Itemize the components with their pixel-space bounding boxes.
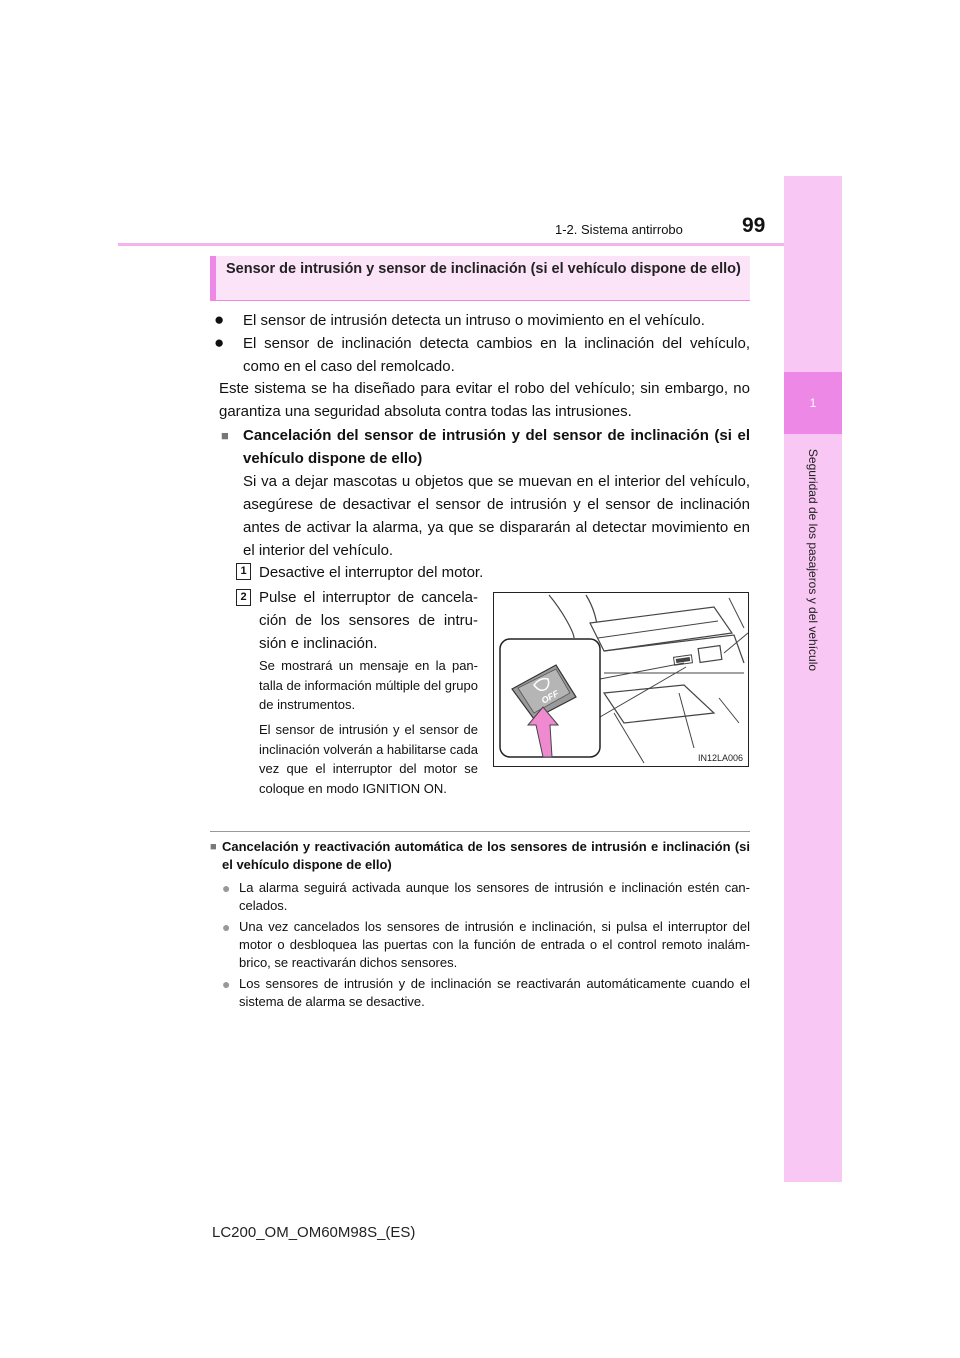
section-name: 1-2. Sistema antirrobo — [555, 222, 683, 237]
chapter-number-tab[interactable] — [784, 372, 842, 434]
bullet-item: El sensor de inclinación detecta cambios en la inclinación del vehículo, como en el caso del remolcado. — [243, 335, 750, 375]
chapter-side-tab — [784, 176, 842, 1182]
chapter-number: 1 — [809, 396, 817, 410]
intro-paragraph: Este sistema se ha diseñado para evitar el robo del vehículo; sin embargo, no garantiza una seguridad absoluta contra todas las intrusiones. — [219, 380, 750, 420]
header-rule — [118, 243, 784, 246]
document-code-footer: LC200_OM_OM60M98S_(ES) — [212, 1224, 416, 1241]
note-item: Los sensores de intrusión y de inclinación se reactivarán automáticamente cuando el sistema de alarma se desactive. — [239, 976, 750, 1009]
chapter-title-vertical: Seguridad de los pasajeros y del vehículo — [806, 448, 820, 672]
step-note: Se mostrará un mensaje en la pan- talla de información múltiple del grupo de instrumentos. — [259, 658, 478, 712]
page-number: 99 — [742, 214, 766, 237]
bullet-item: El sensor de intrusión detecta un intruso o movimiento en el vehículo. — [243, 312, 705, 329]
step-text: Desactive el interruptor del motor. — [259, 564, 484, 581]
section-title-box — [210, 256, 750, 301]
square-bullet: ■ — [210, 841, 217, 853]
overhead-console-illustration — [493, 592, 749, 767]
notes-separator — [210, 831, 750, 832]
note-item: Una vez cancelados los sensores de intrusión e inclinación, si pulsa el interruptor del motor o desbloquea las puertas con la función de entrada o el control remoto inalám- brico, se reactivarán dichos sensores. — [239, 919, 750, 970]
bullet-dot: ● — [214, 333, 225, 352]
section-title: Sensor de intrusión y sensor de inclinación (si el vehículo dispone de ello) — [226, 261, 741, 277]
note-item: La alarma seguirá activada aunque los sensores de intrusión e inclinación estén can- celados. — [239, 880, 750, 913]
note-bullet: ● — [222, 880, 231, 896]
console-drawing — [494, 593, 748, 766]
bullet-dot: ● — [214, 310, 225, 329]
step-number-box: 1 — [236, 563, 251, 580]
subsection-heading: Cancelación del sensor de intrusión y del sensor de inclinación (si el vehículo dispone de ello) — [243, 427, 750, 467]
note-bullet: ● — [222, 919, 231, 935]
step-number-box: 2 — [236, 589, 251, 606]
note-bullet: ● — [222, 976, 231, 992]
step-note: El sensor de intrusión y el sensor de inclinación volverán a habilitarse cada vez que el interruptor del motor se coloque en modo IGNITION ON. — [259, 722, 478, 796]
square-bullet: ■ — [221, 428, 229, 443]
notes-heading: Cancelación y reactivación automática de los sensores de intrusión e inclinación (si el vehículo dispone de ello) — [222, 839, 750, 872]
step-text: Pulse el interruptor de cancela- ción de los sensores de intru- sión e inclinación. — [259, 589, 478, 652]
subsection-body: Si va a dejar mascotas u objetos que se muevan en el interior del vehículo, asegúrese de desactivar el sensor de intrusión y el sensor de inclinación antes de activar la alarma, ya que se dispararán al detectar movimiento en el interior del vehículo. — [243, 473, 750, 559]
off-switch-label: OFF — [539, 688, 561, 706]
illustration-code: IN12LA006 — [697, 753, 743, 763]
